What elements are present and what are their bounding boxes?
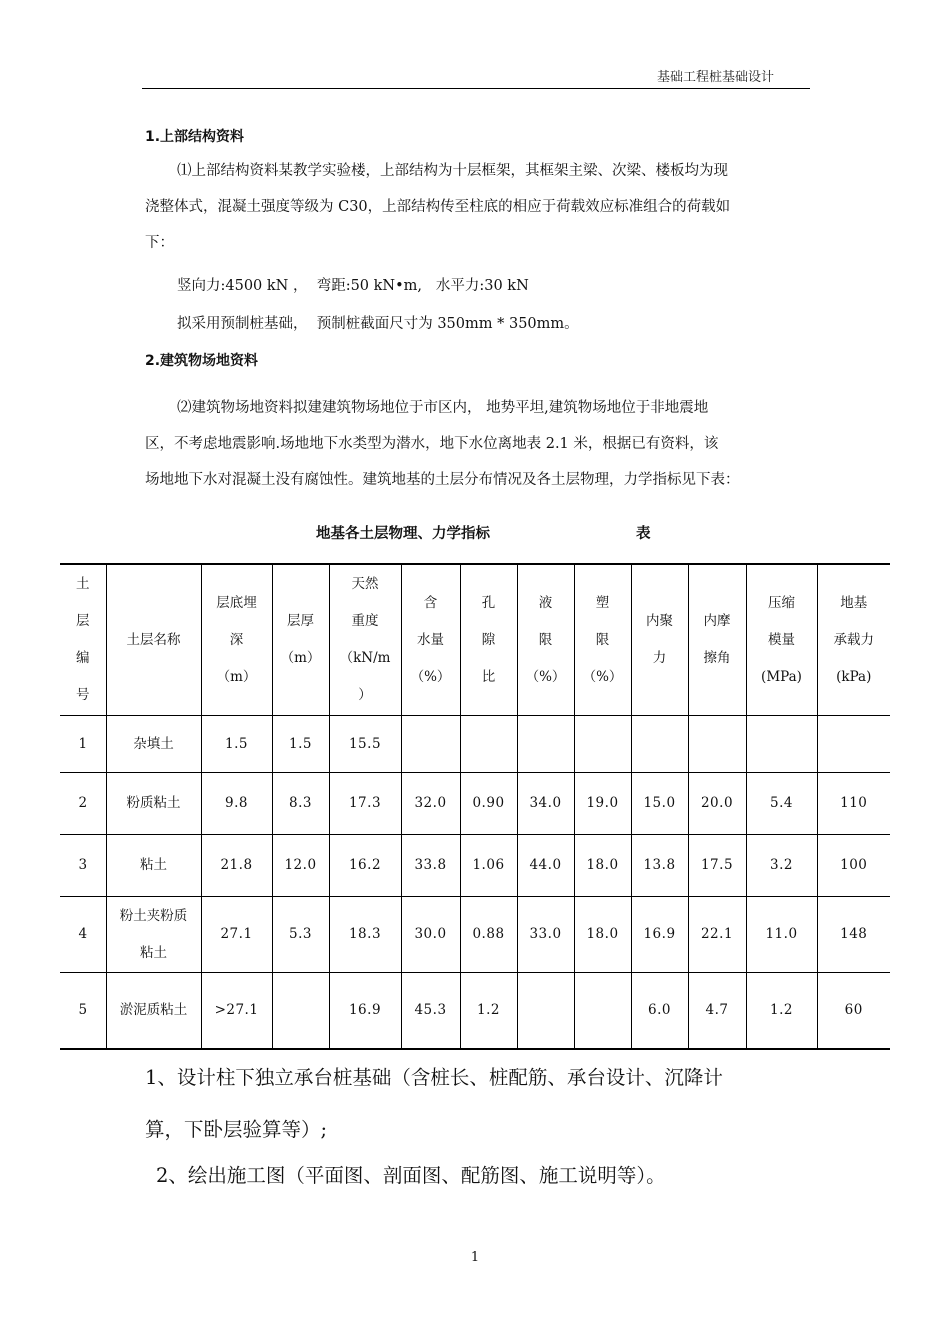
- table-cell: 1.2: [746, 973, 817, 1049]
- table-caption-tail: 表: [636, 526, 651, 542]
- table-row: [60, 773, 890, 835]
- table-cell: [401, 716, 460, 773]
- table-cell: 16.2: [329, 835, 401, 897]
- table-cell: 18.3: [329, 897, 401, 973]
- header-cell-line: ）: [358, 687, 372, 703]
- header-cell-line: 层底埋: [216, 594, 257, 611]
- table-cell: [817, 716, 890, 773]
- task-1-line1: 1、设计柱下独立承台桩基础（含桩长、桩配筋、承台设计、沉降计: [145, 1066, 723, 1089]
- section2-line1: ⑵建筑物场地资料拟建建筑物场地位于市区内， 地势平坦,建筑物场地位于非地震地: [177, 400, 709, 416]
- table-cell: 22.1: [688, 897, 746, 973]
- table-caption: 地基各土层物理、力学指标: [316, 526, 490, 542]
- header-cell: [401, 564, 460, 716]
- table-cell: [460, 716, 517, 773]
- table-cell: 20.0: [688, 773, 746, 835]
- header-cell-line: （m）: [216, 668, 257, 685]
- table-cell: [517, 973, 574, 1049]
- header-cell-line: （%）: [525, 668, 566, 685]
- table-cell: [688, 716, 746, 773]
- header-cell-line: 地基: [840, 594, 868, 611]
- header-cell: [631, 564, 688, 716]
- table-cell: 6.0: [631, 973, 688, 1049]
- table-cell: 5.3: [272, 897, 329, 973]
- header-cell-line: 层: [76, 613, 90, 629]
- table-cell: 19.0: [574, 773, 631, 835]
- page-number: 1: [470, 1250, 480, 1265]
- section1-line1: ⑴上部结构资料某教学实验楼，上部结构为十层框架，其框架主梁、次梁、楼板均为现: [177, 163, 728, 179]
- table-cell: >27.1: [201, 973, 272, 1049]
- table-cell: 0.90: [460, 773, 517, 835]
- header-cell-line: 编: [76, 650, 90, 666]
- header-cell-line: (MPa): [761, 668, 802, 685]
- table-row: [60, 716, 890, 773]
- table-cell: 11.0: [746, 897, 817, 973]
- header-cell-line: 重度: [351, 613, 379, 629]
- table-cell: 5: [60, 973, 106, 1049]
- header-cell-line: 压缩: [768, 594, 795, 611]
- table-cell: 18.0: [574, 835, 631, 897]
- table-cell: 32.0: [401, 773, 460, 835]
- table-cell: 33.8: [401, 835, 460, 897]
- header-cell-line: 模量: [768, 631, 795, 648]
- table-cell: [574, 973, 631, 1049]
- table-row: [60, 897, 890, 973]
- table-cell: 1: [60, 716, 106, 773]
- table-cell: 27.1: [201, 897, 272, 973]
- table-cell: 100: [817, 835, 890, 897]
- table-cell: [746, 716, 817, 773]
- header-cell: [201, 564, 272, 716]
- header-cell-line: 孔: [481, 594, 496, 611]
- table-cell: 0.88: [460, 897, 517, 973]
- header-cell-line: 号: [76, 687, 90, 703]
- table-cell: 2: [60, 773, 106, 835]
- table-cell: 15.0: [631, 773, 688, 835]
- table-cell: 15.5: [329, 716, 401, 773]
- header-cell-line: （kN/m: [339, 650, 391, 666]
- table-cell: 33.0: [517, 897, 574, 973]
- table-cell: 9.8: [201, 773, 272, 835]
- table-cell: 30.0: [401, 897, 460, 973]
- header-cell-line: 比: [481, 668, 496, 685]
- header-cell-line: 擦角: [703, 650, 731, 666]
- table-row: [60, 835, 890, 897]
- section1-paragraph: [145, 153, 810, 261]
- header-cell: [329, 564, 401, 716]
- section2-line2: 区，不考虑地震影响.场地地下水类型为潜水，地下水位离地表 2.1 米，根据已有资料，该: [145, 436, 719, 452]
- table-cell: 1.06: [460, 835, 517, 897]
- table-cell: 12.0: [272, 835, 329, 897]
- header-cell-line: 力: [652, 650, 667, 666]
- header-cell: [688, 564, 746, 716]
- running-header: 基础工程桩基础设计: [656, 70, 774, 85]
- header-cell-line: 含: [423, 594, 438, 611]
- task-1-line2: 算，下卧层验算等）;: [145, 1118, 328, 1141]
- table-cell: 粉质粘土: [106, 773, 201, 835]
- table-cell: 粉土夹粉质粘土: [106, 897, 201, 973]
- section2-line3: 场地地下水对混凝土没有腐蚀性。建筑地基的土层分布情况及各土层物理，力学指标见下表：: [145, 472, 740, 488]
- section1-line2: 浇整体式，混凝土强度等级为 C30，上部结构传至柱底的相应于荷载效应标准组合的荷载如: [145, 199, 731, 215]
- header-rule: [142, 88, 810, 89]
- table-cell: 1.5: [201, 716, 272, 773]
- table-cell: [517, 716, 574, 773]
- header-cell-line: （m）: [280, 650, 321, 666]
- pile-line: 拟采用预制桩基础， 预制桩截面尺寸为 350mm * 350mm。: [177, 316, 579, 332]
- table-cell: 148: [817, 897, 890, 973]
- table-cell: 4.7: [688, 973, 746, 1049]
- header-cell: [272, 564, 329, 716]
- table-cell: 杂填土: [106, 716, 201, 773]
- table-cell: 3: [60, 835, 106, 897]
- header-cell-line: 限: [595, 631, 610, 648]
- table-cell: 44.0: [517, 835, 574, 897]
- table-cell: 34.0: [517, 773, 574, 835]
- section1-heading: 1.上部结构资料: [145, 129, 245, 145]
- header-cell-line: 限: [538, 631, 553, 648]
- table-cell: 110: [817, 773, 890, 835]
- loads-line: 竖向力:4500 kN ， 弯距:50 kN•m, 水平力:30 kN: [177, 278, 529, 294]
- table-cell: 粘土: [106, 835, 201, 897]
- header-cell-line: 内摩: [703, 613, 731, 629]
- header-cell-line: 承载力: [833, 631, 874, 648]
- table-cell: 8.3: [272, 773, 329, 835]
- task-1: [145, 1052, 723, 1156]
- header-cell: [817, 564, 890, 716]
- soil-properties-table: [60, 563, 890, 1050]
- table-cell: 18.0: [574, 897, 631, 973]
- header-cell-line: 土: [76, 576, 90, 592]
- header-cell-line: 深: [229, 631, 244, 648]
- table-cell: [574, 716, 631, 773]
- table-cell: 21.8: [201, 835, 272, 897]
- table-header-row: [60, 564, 890, 716]
- header-cell-line: 内聚: [646, 613, 673, 629]
- table-cell: 60: [817, 973, 890, 1049]
- table-cell: 4: [60, 897, 106, 973]
- table-body: [60, 716, 890, 1049]
- header-cell-line: 水量: [417, 631, 444, 648]
- table-cell: [631, 716, 688, 773]
- header-cell: [106, 564, 201, 716]
- header-cell-line: 土层名称: [126, 631, 181, 648]
- header-cell-line: （%）: [410, 668, 451, 685]
- table-cell: 1.5: [272, 716, 329, 773]
- table-cell: 3.2: [746, 835, 817, 897]
- header-cell: [460, 564, 517, 716]
- header-cell-line: 层厚: [287, 613, 314, 629]
- table-cell: 16.9: [631, 897, 688, 973]
- table-cell: 45.3: [401, 973, 460, 1049]
- header-cell-line: 隙: [481, 631, 496, 648]
- header-cell-line: （%）: [582, 668, 623, 685]
- section2-paragraph: [145, 390, 810, 498]
- table-cell: 5.4: [746, 773, 817, 835]
- header-cell-line: 天然: [351, 576, 379, 592]
- header-cell: [574, 564, 631, 716]
- table-cell: 16.9: [329, 973, 401, 1049]
- section2-heading: 2.建筑物场地资料: [145, 353, 259, 369]
- header-cell-line: 液: [538, 594, 553, 611]
- header-cell: [517, 564, 574, 716]
- table-row: [60, 973, 890, 1049]
- header-cell-line: (kPa): [836, 668, 872, 685]
- table-cell: 13.8: [631, 835, 688, 897]
- table-cell: 17.3: [329, 773, 401, 835]
- header-cell-line: 塑: [595, 594, 610, 611]
- header-cell: [60, 564, 106, 716]
- task-2: 2、绘出施工图（平面图、剖面图、配筋图、施工说明等）。: [156, 1164, 666, 1187]
- table-cell: 17.5: [688, 835, 746, 897]
- header-cell: [746, 564, 817, 716]
- table-cell: 淤泥质粘土: [106, 973, 201, 1049]
- table-cell: 1.2: [460, 973, 517, 1049]
- section1-line3: 下：: [145, 235, 174, 251]
- table-cell: [272, 973, 329, 1049]
